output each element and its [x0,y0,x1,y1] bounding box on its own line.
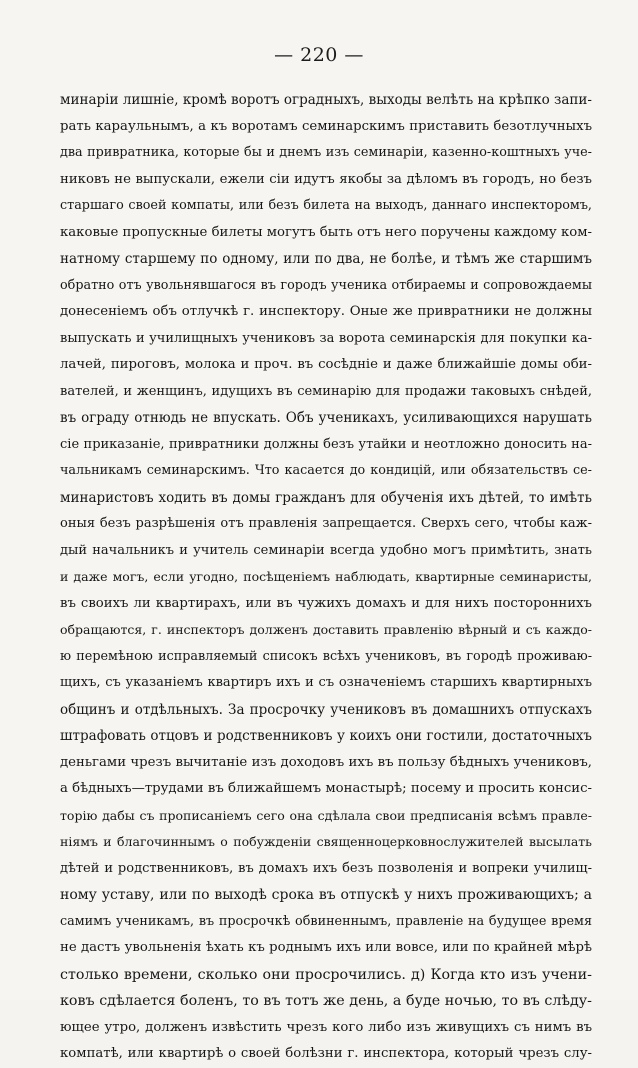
text-line: торiю дабы съ прописанiемъ сего она сдѣлала свои предписанiя всѣмъ правле- [60,807,592,823]
text-line: ковъ сдѣлается боленъ, то въ тотъ же день, а буде ночью, то въ слѣду- [60,993,592,1009]
text-line: обращаются, г. инспекторъ долженъ доставить правленiю вѣрный и съ каждо- [60,622,592,637]
text-line: въ ограду отнюдь не впускать. Объ ученикахъ, усиливающихся нарушать [60,410,592,426]
text-line: два привратника, которые бы и днемъ изъ семинарiи, казенно-коштныхъ уче- [60,145,592,160]
text-line: нiямъ и благочиннымъ о побужденiи священноцерковнослужителей высылать [60,834,592,849]
text-line: столько времени, сколько они просрочились. д) Когда кто изъ учени- [60,966,592,983]
text-line: минарiи лишнiе, кромѣ воротъ оградныхъ, выходы велѣть на крѣпко запи- [60,92,592,108]
text-line: старшаго своей компаты, или безъ билета на выходъ, даннаго инспекторомъ, [60,198,592,213]
text-line: штрафовать отцовъ и родственниковъ у коихъ они гостили, достаточныхъ [60,728,592,744]
text-line: дѣтей и родственниковъ, въ домахъ ихъ безъ позволенiя и вопреки училищ- [60,860,592,876]
text-line: ю перемѣною исправляемый списокъ всѣхъ учениковъ, въ городѣ проживаю- [60,648,592,664]
text-line: натному старшему по одному, или по два, не болѣе, и тѣмъ же старшимъ [60,251,592,267]
text-line: не дастъ увольненiя ѣхать къ роднымъ ихъ или вовсе, или по крайней мѣрѣ [60,940,592,955]
text-line: въ своихъ ли квартирахъ, или въ чужихъ домахъ и для нихъ постороннихъ [60,595,592,611]
text-line: дый начальникъ и учитель семинарiи всегда удобно могъ примѣтить, знать [60,542,592,558]
text-line: самимъ ученикамъ, въ просрочкѣ обвиненнымъ, правленiе на будущее время [60,913,592,929]
text-line: сiе приказанiе, привратники должны безъ утайки и неотложно доносить на- [60,436,592,452]
text-line: выпускать и училищныхъ учениковъ за ворота семинарскiя для покупки ка- [60,330,592,346]
body-text [60,87,592,1068]
text-line: щихъ, съ указанiемъ квартиръ ихъ и съ означенiемъ старшихъ квартирныхъ [60,675,592,690]
text-line: деньгами чрезъ вычитанiе изъ доходовъ ихъ въ пользу бѣдныхъ учениковъ, [60,754,592,770]
text-line: а бѣдныхъ—трудами въ ближайшемъ монастырѣ; посему и просить консис- [60,781,592,796]
text-line: каковые пропускные билеты могутъ быть отъ него поручены каждому ком- [60,224,592,240]
text-line: рать караульнымъ, а къ воротамъ семинарскимъ приставить безотлучныхъ [60,118,592,134]
text-line: компатѣ, или квартирѣ о своей болѣзни г. инспектора, который чрезъ слу- [60,1046,592,1061]
text-line: вателей, и женщинъ, идущихъ въ семинарiю для продажи таковыхъ снѣдей, [60,383,592,399]
text-line: никовъ не выпускали, ежели сiи идутъ якобы за дѣломъ въ городъ, но безъ [60,171,592,187]
text-line: минаристовъ ходить въ домы гражданъ для обученiя ихъ дѣтей, то имѣть [60,489,592,506]
text-line: чальникамъ семинарскимъ. Что касается до кондицiй, или обязательствъ се- [60,463,592,478]
page-number: — 220 — [274,44,364,66]
text-line: и даже могъ, если угодно, посѣщенiемъ наблюдать, квартирные семинаристы, [60,569,592,584]
text-line: донесенiемъ объ отлучкѣ г. инспектору. Оные же привратники не должны [60,304,592,319]
text-line: оныя безъ разрѣшенiя отъ правленiя запрещается. Сверхъ сего, чтобы каж- [60,516,592,531]
text-line: ющее утро, долженъ извѣстить чрезъ кого либо изъ живущихъ съ нимъ въ [60,1019,592,1035]
text-line: ному уставу, или по выходѣ срока въ отпускѣ у нихъ проживающихъ; а [60,887,592,903]
text-line: обратно отъ увольнявшагося въ городъ ученика отбираемы и сопровождаемы [60,277,592,293]
text-line: лачей, пироговъ, молока и проч. въ сосѣднiе и даже ближайшiе домы оби- [60,357,592,372]
text-line: общинъ и отдѣльныхъ. За просрочку учениковъ въ домашнихъ отпускахъ [60,701,592,718]
